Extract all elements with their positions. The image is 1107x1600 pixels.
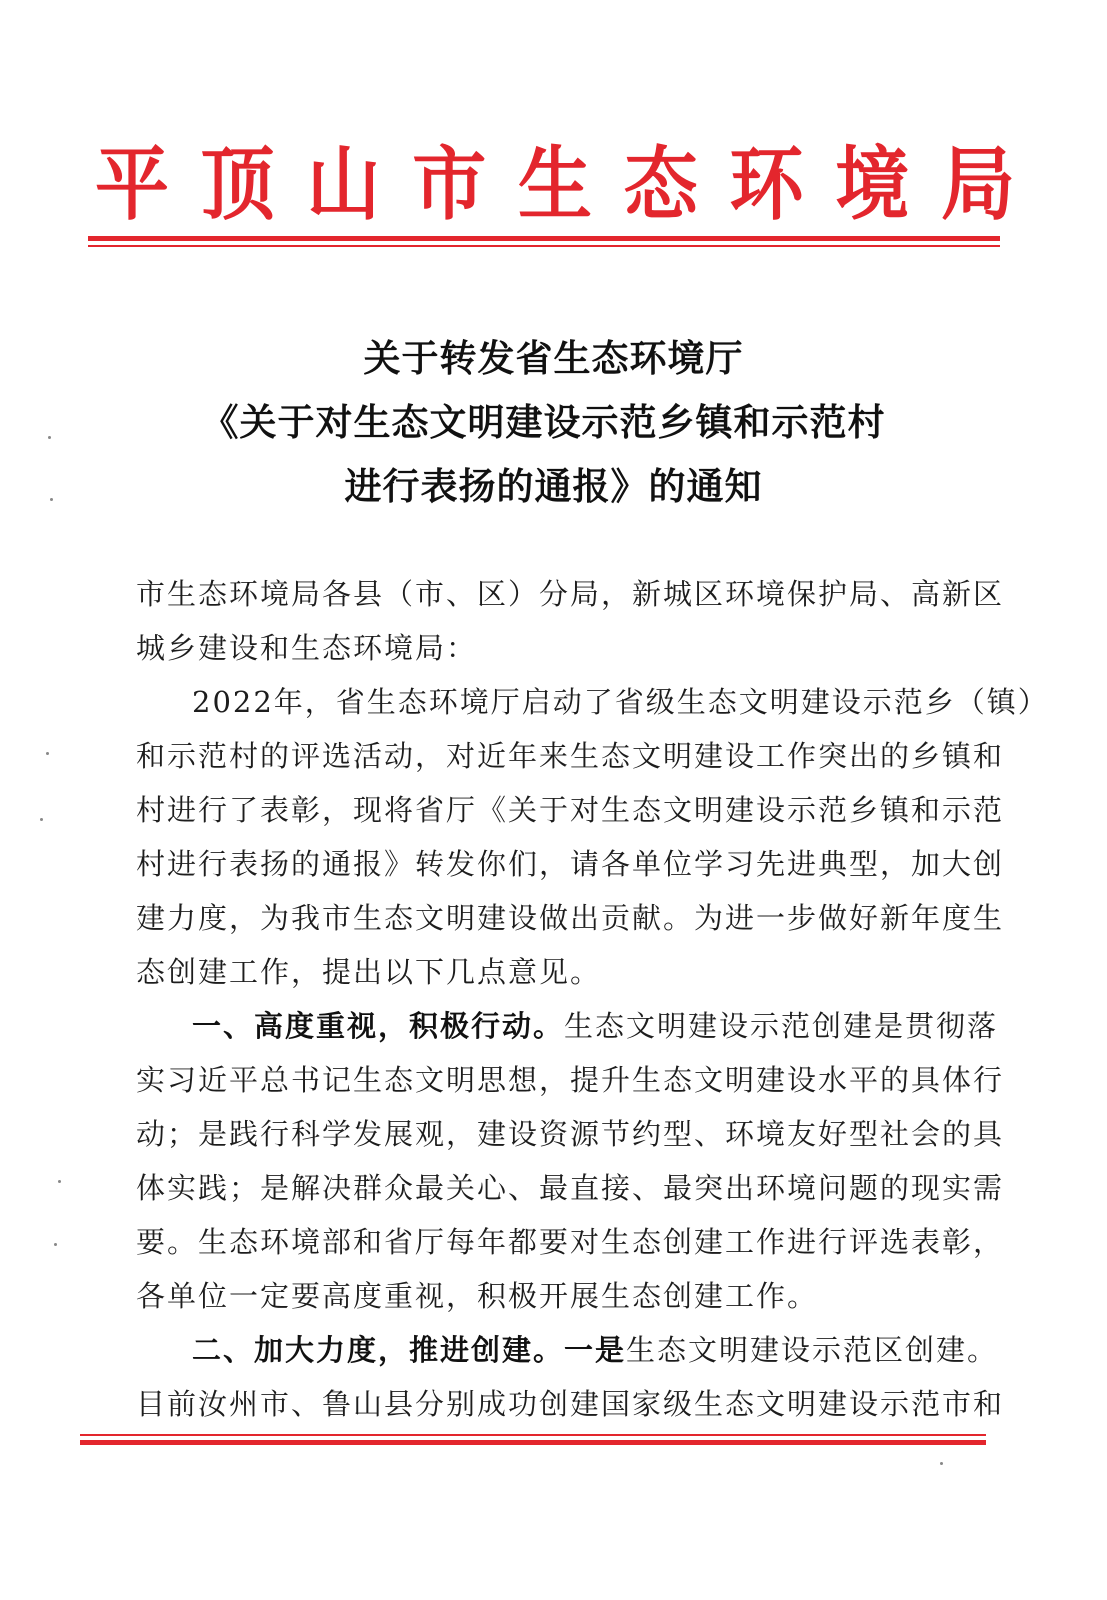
- section-1-heading: 一、高度重视，积极行动。: [192, 1009, 565, 1043]
- letterhead-char: 局: [941, 138, 1015, 232]
- section-1-first-line: [192, 1009, 999, 1043]
- footer-divider-thin: [80, 1434, 986, 1436]
- section-2-lead: 一是: [564, 1333, 627, 1367]
- scan-speck: [940, 1462, 943, 1465]
- letterhead-char: 平: [95, 138, 169, 232]
- paragraph-line: 村进行了表彰，现将省厅《关于对生态文明建设示范乡镇和示范: [136, 793, 1005, 827]
- footer-divider-thick: [80, 1440, 986, 1445]
- letterhead-char: 环: [729, 138, 804, 232]
- document-title-line-3: 进行表扬的通报》的通知: [344, 464, 763, 508]
- letterhead-char: 境: [835, 138, 910, 232]
- document-title-line-2: 《关于对生态文明建设示范乡镇和示范村: [201, 400, 886, 444]
- letterhead-char: 顶: [200, 138, 275, 232]
- paragraph-line: 要。生态环境部和省厅每年都要对生态创建工作进行评选表彰，: [136, 1225, 1005, 1259]
- addressee-line: 城乡建设和生态环境局：: [136, 631, 478, 665]
- letterhead-divider-thin: [88, 245, 1000, 247]
- paragraph-line: 2022年，省生态环境厅启动了省级生态文明建设示范乡（镇）: [192, 685, 1049, 719]
- section-1-text: 生态文明建设示范创建是贯彻落: [564, 1009, 999, 1043]
- paragraph-line: 和示范村的评选活动，对近年来生态文明建设工作突出的乡镇和: [136, 739, 1005, 773]
- section-2-text: 生态文明建设示范区创建。: [626, 1333, 999, 1367]
- scan-speck: [46, 752, 49, 755]
- letterhead-char: 山: [306, 138, 381, 232]
- section-2-first-line: [192, 1333, 999, 1367]
- scan-speck: [58, 1180, 61, 1183]
- letterhead-char: 态: [623, 138, 698, 232]
- section-2-heading: 二、加大力度，推进创建。: [192, 1333, 565, 1367]
- paragraph-line: 动；是践行科学发展观，建设资源节约型、环境友好型社会的具: [136, 1117, 1005, 1151]
- paragraph-line: 态创建工作，提出以下几点意见。: [136, 955, 602, 989]
- letterhead-divider-thick: [88, 236, 1000, 241]
- scan-speck: [50, 498, 53, 501]
- paragraph-line: 建力度，为我市生态文明建设做出贡献。为进一步做好新年度生: [136, 901, 1005, 935]
- paragraph-line: 村进行表扬的通报》转发你们，请各单位学习先进典型，加大创: [136, 847, 1005, 881]
- paragraph-line: 体实践；是解决群众最关心、最直接、最突出环境问题的现实需: [136, 1171, 1005, 1205]
- paragraph-line: 目前汝州市、鲁山县分别成功创建国家级生态文明建设示范市和: [136, 1387, 1005, 1421]
- letterhead-char: 市: [412, 138, 487, 232]
- letterhead-char: 生: [518, 138, 592, 232]
- letterhead-org-name: [95, 140, 1015, 230]
- paragraph-line: 各单位一定要高度重视，积极开展生态创建工作。: [136, 1279, 819, 1313]
- document-title-line-1: 关于转发省生态环境厅: [363, 336, 744, 380]
- scan-speck: [48, 436, 51, 439]
- paragraph-line: 实习近平总书记生态文明思想，提升生态文明建设水平的具体行: [136, 1063, 1005, 1097]
- scan-speck: [40, 818, 43, 821]
- addressee-line: 市生态环境局各县（市、区）分局，新城区环境保护局、高新区: [136, 577, 1005, 611]
- scan-speck: [54, 1243, 57, 1246]
